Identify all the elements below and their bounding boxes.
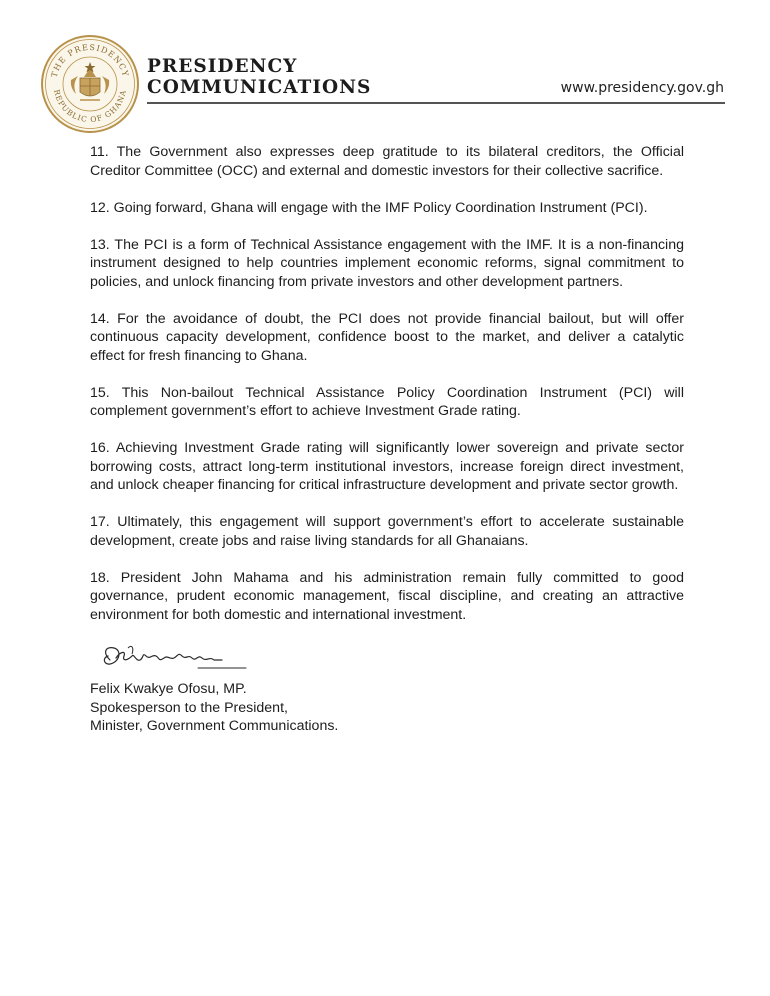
paragraph-13: 13. The PCI is a form of Technical Assistance engagement with the IMF. It is a non-financing instrument designed to help countries implement economic reforms, signal commitment to policies, and unlock financing from private investors and other development partners. [90,236,684,290]
paragraph-12: 12. Going forward, Ghana will engage with the IMF Policy Coordination Instrument (PCI). [90,199,648,216]
brand-line-communications: COMMUNICATIONS [147,77,372,98]
handwritten-signature [98,642,248,676]
signer-title-2: Minister, Government Communications. [90,718,339,734]
seal-top-text: THE PRESIDENCY [49,42,131,79]
seal-bottom-text: REPUBLIC OF GHANA [52,88,128,125]
signature-block [90,680,338,736]
signer-name: Felix Kwakye Ofosu, MP. [90,681,247,697]
signer-title-1: Spokesperson to the President, [90,699,288,716]
brand-wordmark [147,56,371,98]
website-url[interactable]: www.presidency.gov.gh [560,80,724,96]
paragraph-14: 14. For the avoidance of doubt, the PCI does not provide financial bailout, but will offer continuous capacity development, confidence boost to the market, and deliver a catalytic effect for fresh financing to Ghana. [90,310,684,364]
letterhead [0,0,770,140]
paragraph-16: 16. Achieving Investment Grade rating will significantly lower sovereign and private sector borrowing costs, attract long-term institutional investors, increase foreign direct investment, and unlock cheaper financing for critical infrastructure development and private sector growth. [90,440,684,493]
header-divider [147,102,725,104]
brand-line-presidency: PRESIDENCY [147,56,298,77]
paragraph-11: 11. The Government also expresses deep gratitude to its bilateral creditors, the Official Creditor Committee (OCC) and external and domestic investors for their collective sacrifice. [90,144,684,179]
statement-body [90,143,684,643]
presidency-seal-logo [40,34,140,134]
paragraph-15: 15. This Non-bailout Technical Assistance Policy Coordination Instrument (PCI) will complement government’s effort to achieve Investment Grade rating. [90,384,684,419]
paragraph-18: 18. President John Mahama and his administration remain fully committed to good governance, prudent economic management, fiscal discipline, and creating an attractive environment for both domestic and international investment. [90,569,684,623]
paragraph-17: 17. Ultimately, this engagement will support government’s effort to accelerate sustainable development, create jobs and raise living standards for all Ghanaians. [90,514,684,549]
